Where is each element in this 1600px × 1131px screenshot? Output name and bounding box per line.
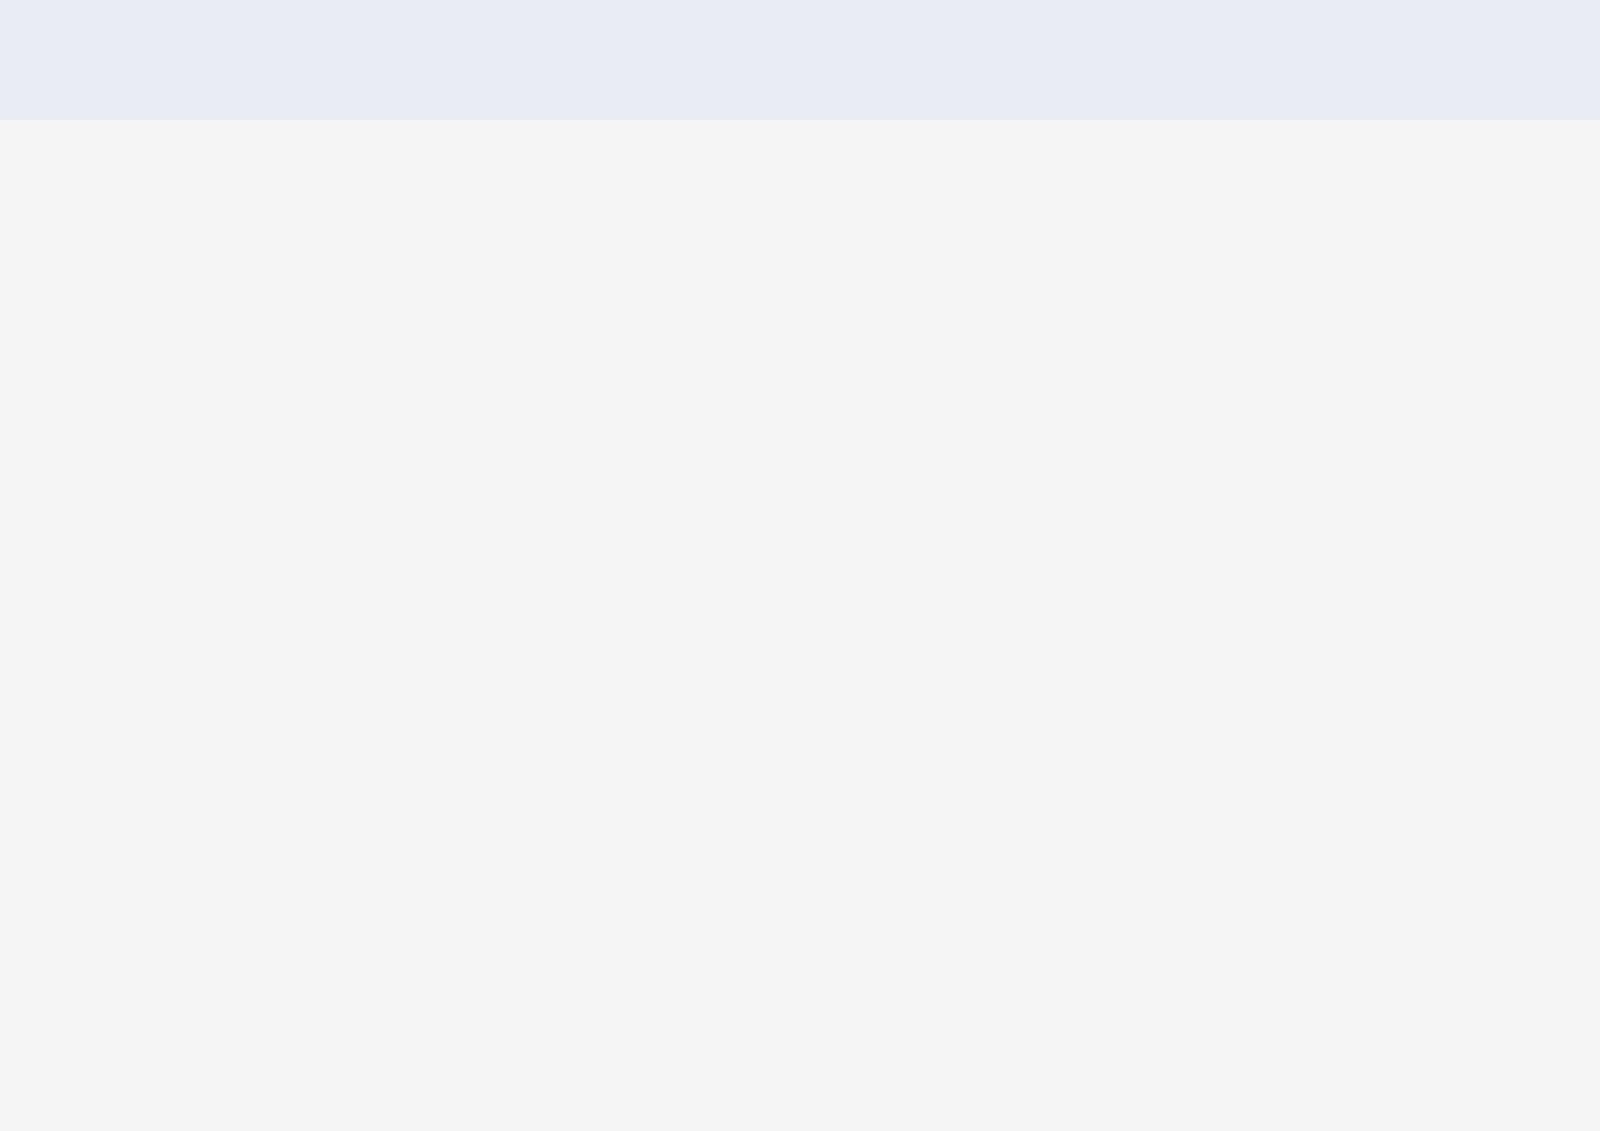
header [0,0,1600,120]
main-content [40,160,1560,1060]
